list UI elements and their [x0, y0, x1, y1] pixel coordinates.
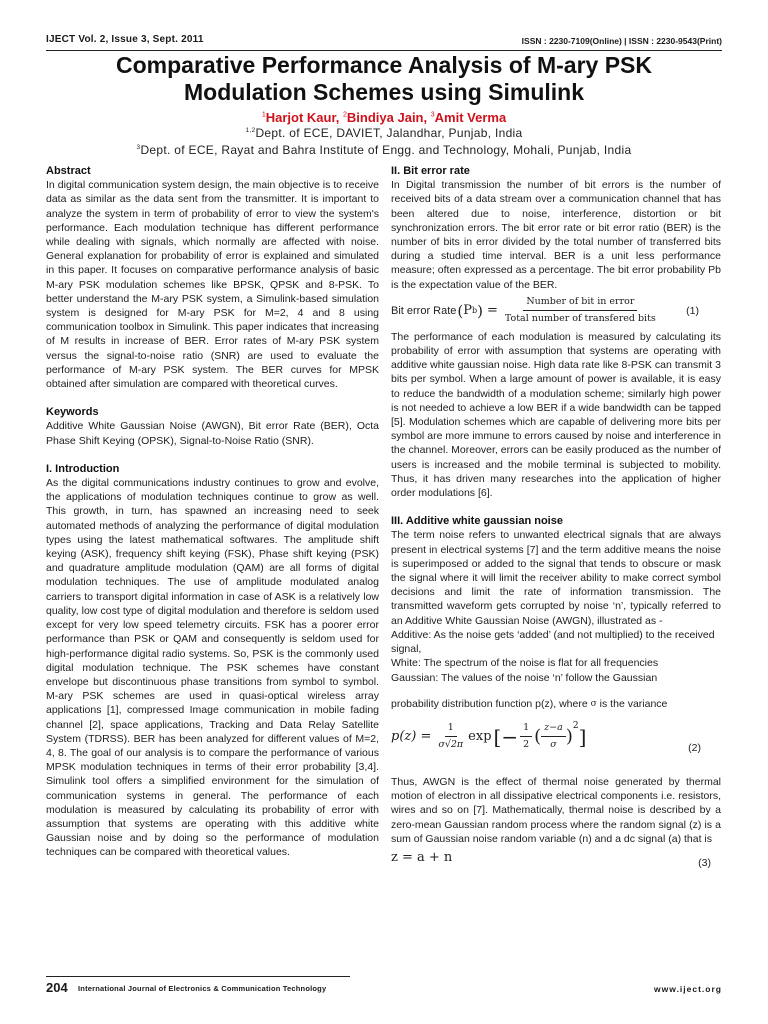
eq1-numerator: Number of bit in error: [523, 295, 637, 311]
awgn-pdf-line: [391, 697, 721, 711]
eq2-bracket-close: ]: [578, 724, 587, 749]
eq2-inner-num: z−a: [541, 721, 566, 737]
equation-1: Bit error Rate ( P b ) = $\frac{\text{Number of bit in error}}{\text{Total number of transfered bits}}$ (1): [391, 292, 721, 330]
footer-url: www.iject.org: [654, 984, 722, 994]
eq2-number: (2): [688, 741, 701, 754]
eq2-power: 2: [572, 720, 579, 731]
ber-heading: II. Bit error rate: [391, 165, 470, 177]
eq3-number: (3): [698, 856, 711, 869]
eq2-lhs: p(z) =: [391, 728, 432, 744]
affiliation-2-text: Dept. of ECE, Rayat and Bahra Institute of Engg. and Technology, Mohali, Punjab, India: [140, 143, 632, 157]
ber-text: In Digital transmission the number of bit errors is the number of received bits of a data stream over a communication channel that has been altered due to noise, interference, distortion or bit synchronization errors. The bit error rate or bit error ratio (BER) is the number of bits in error divided by the total number of transferred bits during a studied time interval. BER is a unit less performance measure; often expressed as a percentage. The bit error probability Pb is the expectation value of the BER.: [391, 179, 721, 291]
author-1-sup: 1: [261, 111, 266, 119]
eq1-fraction: [502, 295, 659, 326]
introduction-text: As the digital communications industry continues to grow and evolve, the applications of modulation techniques continue to grow as well. This growth, in turn, has spawned an increasing need to seek automated methods of analyzing the performance of digital modulation types using the latest mathematical softwares. The amplitude shift keying (ASK), frequency shift keying (FSK), Phase shift keying (PSK) and quadrature amplitude modulation (QAM) are all forms of digital modulation techniques. The use of amplitude modulated analog carriers to transport digital information in case of ASK is a relatively low quality, low cost type of digital modulation and therefore is seldom used except for very low speed telemetry circuits. FSK has a poorer error performance than PSK or QAM and consequently is seldom used for high-performance digital radio systems. So, PSK is the commonly used digital modulation technique. The PSK schemes have constant envelope but discontinuous phase transitions from symbol to symbol. M-ary PSK schemes are used in quasi-optical wireless array applications [1], compressed Image communication in mobile fading channel [2], space applications, Tracking and Data Relay Satellite System (TDRSS). BER has been analyzed for different values of M=2, 4, 8. The goal of our analysis is to compare the performance of various MPSK modulation techniques in terms of their error probability [3,4]. Simulink tool offers a simplified environment for the simulation of communication systems in general. The performance of each modulation is measured by calculating its probability of error with assumption that systems are operating with this additive white Gaussian noise and by doing so the performance of modulation techniques can be compared with theoretical values.: [46, 477, 379, 859]
equation-3: [391, 846, 721, 870]
eq1-number: (1): [686, 304, 699, 317]
author-2: Bindiya Jain,: [346, 110, 431, 125]
author-2-sup: 2: [343, 111, 347, 119]
eq2-half-num: 1: [520, 721, 532, 737]
affiliation-2-sup: 3: [136, 144, 141, 151]
paper-title: [40, 52, 728, 106]
eq2-numerator: 1: [445, 721, 457, 737]
awgn-heading: III. Additive white gaussian noise: [391, 515, 563, 528]
footer-journal-name: International Journal of Electronics & Communication Technology: [78, 984, 327, 993]
journal-issue: IJECT Vol. 2, Issue 3, Sept. 2011: [46, 34, 204, 45]
eq2-bracket-open: [−: [493, 724, 519, 749]
right-column: [391, 164, 721, 870]
title-line-2: Modulation Schemes using Simulink: [184, 79, 584, 105]
affiliation-1-sup: 1,2: [245, 127, 256, 134]
left-column: [46, 164, 379, 860]
keywords-text: Additive White Gaussian Noise (AWGN), Bit error Rate (BER), Octa Phase Shift Keying (OPSK), Signal-to-Noise Ratio (SNR).: [46, 420, 379, 447]
abstract-text: In digital communication system design, the main objective is to receive data as similar as the data sent from the transmitter. It is important to analyze the system in term of probability of error to view the system's performance. Each modulation technique has different performance while dealing with signals, which normally are affected with noise. General explanation for probability of error is explained and simulated in this paper. It focuses on comparative performance analysis of basic M-ary PSK modulation schemes like BPSK, QPSK and 8-PSK. To better understand the M-ary PSK system, a Simulink-based simulation system is designed for M-ary PSK for M=2, 4 and 8 using communication toolbox in Simulink. This paper indicates that increasing of M results in increase of BER. Error rates of M-ary PSK system versus the signal-to-noise ratio (SNR) are used to evaluate the performance of M-ary PSK system. The BER curves for MPSK obtained after simulation are compared with theoretical curves.: [46, 179, 379, 391]
eq2-inner: [541, 721, 566, 752]
eq2-half-den: 2: [523, 739, 530, 751]
eq3: z = a + n: [391, 849, 453, 865]
authors: [40, 110, 728, 125]
eq2-inner-den: σ: [550, 739, 557, 751]
author-3: Amit Verma: [434, 110, 507, 125]
page-number: 204: [46, 980, 68, 995]
pdf-line-pre: probability distribution function p(z), where: [391, 697, 591, 710]
eq2-denominator: σ√2π: [438, 739, 464, 751]
equation-2: p(z) = $\frac{1}{\sigma√2\pi}$ exp [− $\frac{1}{2}$ ( $\frac{z-a}{\sigma}$ ) 2 ] (2): [391, 720, 701, 754]
introduction-heading: I. Introduction: [46, 462, 120, 475]
abstract-heading: Abstract: [46, 165, 91, 177]
awgn-additive: Additive: As the noise gets ‘added’ (and not multiplied) to the received signal,: [391, 628, 715, 656]
awgn-white: White: The spectrum of the noise is flat for all frequencies: [391, 657, 659, 670]
eq2-half: [520, 721, 532, 752]
eq2-fraction: [435, 721, 466, 752]
title-line-1: Comparative Performance Analysis of M-ary PSK: [116, 52, 652, 78]
author-3-sup: 3: [430, 111, 435, 119]
keywords-heading: Keywords: [46, 406, 99, 419]
affiliation-1-text: Dept. of ECE, DAVIET, Jalandhar, Punjab, India: [255, 126, 523, 140]
eq1-denominator: Total number of transfered bits: [504, 313, 656, 325]
eq1-symbol: P: [463, 302, 473, 318]
affiliation-2: [40, 143, 728, 157]
affiliation-1: [40, 126, 728, 140]
pdf-sigma: σ: [590, 698, 597, 709]
awgn-text-3: Thus, AWGN is the effect of thermal noise generated by thermal motion of electron in all dissipative electrical components i.e. resistors, wires and so on [7]. Mathematically, thermal noise is described by a zero-mean Gaussian random process where the random signal (z) is a sum of Gaussian noise random variable (n) and a dc signal (a) that is: [391, 775, 721, 845]
author-1: Harjot Kaur,: [265, 110, 344, 125]
header-rule: [46, 50, 722, 51]
footer-rule: [46, 976, 350, 977]
ber-text-2: The performance of each modulation is measured by calculating its probability of error with assumption that systems are operating with additive white gaussian noise. High data rate like 8-PSK can transmit 3 bits per symbol. When a large amount of power is available, it is easy to reduce the bandwidth of a modulation scheme; similarly high power is not needed to achieve a low BER if a wide bandwidth can be tapped [5]. Modulation schemes which are capable of delivering more bits per symbol are more immune to errors caused by noise and interference in the channel. Moreover, errors can be easily produced as the number of users is increased and the mobile terminal is subjected to mobility. Thus, it has driven many researches into the application of higher order modulations [6].: [391, 330, 721, 500]
pdf-line-post: is the variance: [596, 697, 668, 710]
eq1-subscript: b: [472, 305, 478, 315]
awgn-gaussian: Gaussian: The values of the noise ‘n’ follow the Gaussian: [391, 671, 658, 684]
eq2-exp: exp: [468, 728, 492, 744]
awgn-text: The term noise refers to unwanted electrical signals that are always present in electrical systems [7] and the term additive means the noise is superimposed or added to the signal that tends to obscure or mask the signal where it will limit the receiver ability to make correct symbol decisions and limit the rate of information transmission. The transmitted waveform gets corrupted by noise ‘n’, typically referred to an Additive White Gaussian Noise (AWGN), illustrated as -: [391, 529, 721, 627]
eq1-label: Bit error Rate: [391, 304, 457, 317]
issn: ISSN : 2230-7109(Online) | ISSN : 2230-9543(Print): [521, 36, 722, 46]
